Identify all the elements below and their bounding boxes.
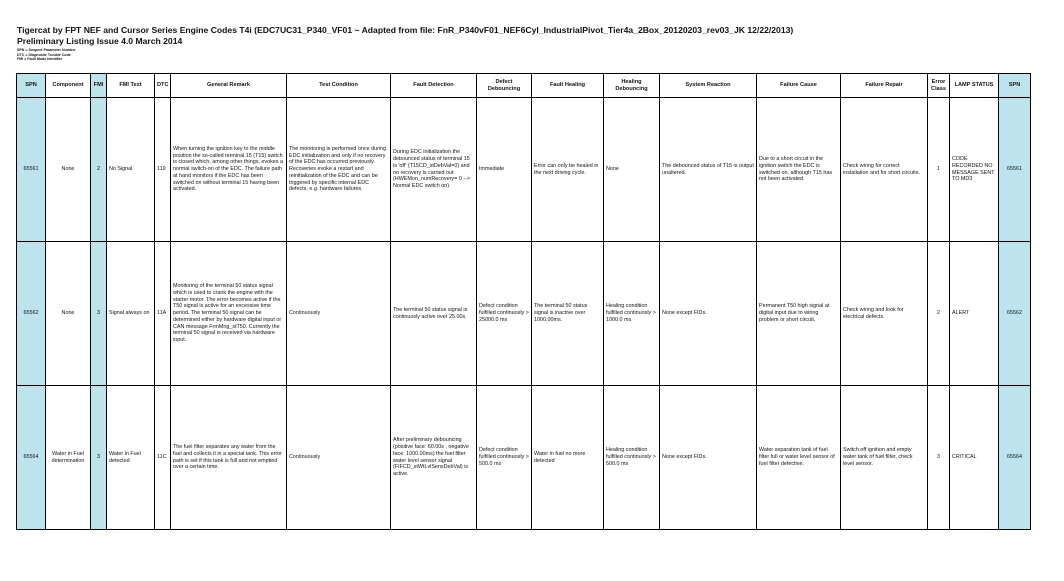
cell-defect-debouncing: Defect condition fulfilled continuosly > 500.0 ms: [477, 386, 532, 530]
header-spn-right: SPN: [999, 74, 1031, 98]
document-title: [17, 25, 793, 47]
cell-test-condition: Continuously: [287, 242, 391, 386]
cell-defect-debouncing: Immediate: [477, 98, 532, 242]
cell-failure-repair: Check wiring for correct installation and for short circuits.: [841, 98, 928, 242]
fault-code-table: [16, 73, 1031, 530]
cell-lamp-status: CODE RECORDED NO MESSAGE SENT TO MD3: [950, 98, 999, 242]
cell-system-reaction: None except FIDs.: [660, 386, 757, 530]
cell-fault-detection: After preliminary debouncing (positive face: 60.00s , negative face: 1000.00ms) the fuel filter water level sensor signal (FIFCD_stWtLvlSensDebVal) is active.: [391, 386, 477, 530]
legend-spn: SPN = Suspect Parameter Number: [17, 48, 76, 52]
cell-spn: 65564: [17, 386, 46, 530]
header-test-condition: Test Condition: [287, 74, 391, 98]
cell-general-remark: The fuel filter separates any water from the fuel and collects it in a special tank. This error path is set if this tank is full and not emptied over a certain time.: [171, 386, 287, 530]
cell-fault-detection: During EDC initialization the debounced status of terminal 15 is 'off' (T15CD_stDebVal=0) and no recovery is carried out (HWEMon_numRecovery= 0 --> Normal EDC switch on).: [391, 98, 477, 242]
cell-failure-repair: Switch off ignition and empty water tank of fuel filter, check level sensor.: [841, 386, 928, 530]
cell-dtc: 119: [155, 98, 171, 242]
header-fault-detection: Fault Detection: [391, 74, 477, 98]
header-fmi-text: FMI Text: [107, 74, 155, 98]
header-failure-repair: Failure Repair: [841, 74, 928, 98]
cell-error-class: 2: [928, 242, 950, 386]
cell-error-class: 1: [928, 98, 950, 242]
header-error-class: Error Class: [928, 74, 950, 98]
header-general-remark: General Remark: [171, 74, 287, 98]
cell-fault-detection: The terminal 50 status signal is continuosly active over 25.00s.: [391, 242, 477, 386]
table-row: [17, 386, 1031, 530]
cell-test-condition: The monitoring is performed once during EDC initialization and only if no recovery of the EDC has occurred previously. Recoveries evoke a restart and reinitialization of the EDC and can be triggered by specific internal EDC defects, e.g. hardware failures.: [287, 98, 391, 242]
cell-failure-cause: Due to a short circuit in the ignition switch the EDC is switched on, although T15 has not been activated.: [757, 98, 841, 242]
cell-fmi: 3: [91, 242, 107, 386]
cell-fmi-text: Signal always on: [107, 242, 155, 386]
title-line-2: Preliminary Listing Issue 4.0 March 2014: [17, 36, 183, 46]
cell-fmi-text: Water in Fuel detected: [107, 386, 155, 530]
cell-fault-healing: Error can only be healed in the next driving cycle.: [532, 98, 604, 242]
cell-failure-repair: Check wiring and look for electrical defects.: [841, 242, 928, 386]
header-component: Component: [46, 74, 91, 98]
legend-fmi: FMI = Fault Mode Identifier: [17, 57, 63, 62]
header-dtc: DTC: [155, 74, 171, 98]
header-row: [17, 74, 1031, 98]
cell-lamp-status: ALERT: [950, 242, 999, 386]
header-fmi: FMI: [91, 74, 107, 98]
cell-healing-debouncing: Healing condition fulfilled continuosly > 1000.0 ms: [604, 242, 660, 386]
cell-component: None: [46, 242, 91, 386]
cell-fault-healing: Water in fuel no more detected: [532, 386, 604, 530]
cell-spn-right: 65561: [999, 98, 1031, 242]
cell-component: None: [46, 98, 91, 242]
cell-spn: 65561: [17, 98, 46, 242]
legend-dtc: DTC = Diagnostic Trouble Code: [17, 52, 71, 57]
table-row: [17, 98, 1031, 242]
header-system-reaction: System Reaction: [660, 74, 757, 98]
header-spn: SPN: [17, 74, 46, 98]
cell-fmi: 2: [91, 98, 107, 242]
cell-healing-debouncing: None: [604, 98, 660, 242]
header-healing-debouncing: Healing Debouncing: [604, 74, 660, 98]
title-line-1: Tigercat by FPT NEF and Cursor Series Engine Codes T4i (EDC7UC31_P340_VF01 ~ Adapted from file: FnR_P340vF01_NEF6Cyl_IndustrialPivot_Tier4a_2Box_20120203_rev03_JK 12/22/2013): [17, 25, 794, 35]
cell-dtc: 11A: [155, 242, 171, 386]
cell-general-remark: When turning the ignition key to the middle position the so-called terminal 15 (T15) switch is closed which, among other things, evokes a normal switch-on of the EDC. The failure path at hand monitors if the EDC has been switched on without terminal 15 having been activated.: [171, 98, 287, 242]
header-fault-healing: Fault Healing: [532, 74, 604, 98]
header-defect-debouncing: Defect Debouncing: [477, 74, 532, 98]
cell-fmi-text: No Signal: [107, 98, 155, 242]
cell-spn: 65562: [17, 242, 46, 386]
abbreviation-legend: [17, 48, 76, 62]
cell-spn-right: 65562: [999, 242, 1031, 386]
header-lamp-status: LAMP STATUS: [950, 74, 999, 98]
cell-defect-debouncing: Defect condition fulfilled continuosly > 25000.0 ms: [477, 242, 532, 386]
cell-healing-debouncing: Healing condition fulfilled continuosly > 500.0 ms: [604, 386, 660, 530]
cell-failure-cause: Water separation tank of fuel filter full or water level sensor of fuel filter defective.: [757, 386, 841, 530]
cell-lamp-status: CRITICAL: [950, 386, 999, 530]
header-failure-cause: Failure Cause: [757, 74, 841, 98]
cell-spn-right: 65564: [999, 386, 1031, 530]
cell-failure-cause: Permanent T50 high signal at digital input due to wiring problem or short circuit.: [757, 242, 841, 386]
cell-component: Water in Fuel determination: [46, 386, 91, 530]
cell-error-class: 3: [928, 386, 950, 530]
table-row: [17, 242, 1031, 386]
cell-fault-healing: The terminal 50 status signal is inactive over 1000.00ms.: [532, 242, 604, 386]
cell-dtc: 11C: [155, 386, 171, 530]
cell-general-remark: Monitoring of the terminal 50 status signal which is used to crank the engine with the starter motor. The error becomes active if the T50 signal is active for an excessive time period. The terminal 50 signal can be determined either by hardware digital input or CAN message FrmMng_stT50. Currently the terminal 50 signal is received via hardware input.: [171, 242, 287, 386]
cell-fmi: 3: [91, 386, 107, 530]
cell-system-reaction: None except FIDs.: [660, 242, 757, 386]
cell-test-condition: Continuously: [287, 386, 391, 530]
cell-system-reaction: The debounced status of T15 is output unaltered.: [660, 98, 757, 242]
